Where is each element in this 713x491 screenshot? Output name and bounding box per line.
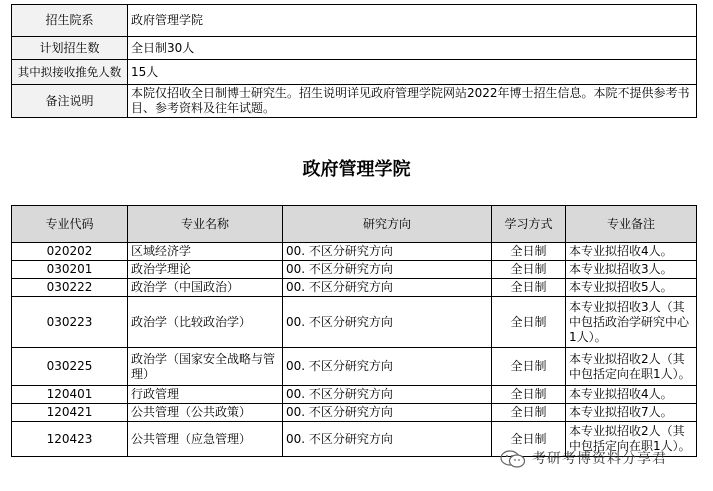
- major-code: 120401: [12, 386, 128, 404]
- research-direction: 00. 不区分研究方向: [283, 243, 492, 261]
- research-direction: 00. 不区分研究方向: [283, 279, 492, 297]
- column-header-code: 专业代码: [12, 206, 128, 243]
- info-label: 其中拟接收推免人数: [12, 60, 128, 85]
- majors-header-row: [12, 206, 697, 243]
- table-row: [12, 386, 697, 404]
- study-mode: 全日制: [492, 386, 566, 404]
- research-direction: 00. 不区分研究方向: [283, 297, 492, 348]
- column-header-name: 专业名称: [128, 206, 283, 243]
- major-note: 本专业拟招收5人。: [566, 279, 697, 297]
- study-mode: 全日制: [492, 348, 566, 386]
- info-row: [12, 60, 697, 85]
- major-code: 030223: [12, 297, 128, 348]
- major-name: 政治学（中国政治）: [128, 279, 283, 297]
- major-name: 区域经济学: [128, 243, 283, 261]
- section-title: 政府管理学院: [302, 159, 411, 180]
- major-name: 行政管理: [128, 386, 283, 404]
- major-note: 本专业拟招收3人（其中包括政治学研究中心1人）。: [566, 297, 697, 348]
- major-name: 政治学（国家安全战略与管理）: [128, 348, 283, 386]
- info-value: 全日制30人: [128, 37, 697, 60]
- info-label: 计划招生数: [12, 37, 128, 60]
- table-row: [12, 243, 697, 261]
- table-row: [12, 261, 697, 279]
- info-label: 招生院系: [12, 5, 128, 37]
- study-mode: 全日制: [492, 404, 566, 422]
- major-note: 本专业拟招收7人。: [566, 404, 697, 422]
- table-row: [12, 348, 697, 386]
- info-row: [12, 85, 697, 118]
- info-row: [12, 37, 697, 60]
- research-direction: 00. 不区分研究方向: [283, 422, 492, 457]
- column-header-mode: 学习方式: [492, 206, 566, 243]
- table-row: [12, 404, 697, 422]
- column-header-note: 专业备注: [566, 206, 697, 243]
- major-code: 030225: [12, 348, 128, 386]
- research-direction: 00. 不区分研究方向: [283, 386, 492, 404]
- majors-body: [12, 243, 697, 457]
- research-direction: 00. 不区分研究方向: [283, 404, 492, 422]
- major-name: 公共管理（公共政策）: [128, 404, 283, 422]
- research-direction: 00. 不区分研究方向: [283, 348, 492, 386]
- major-name: 政治学理论: [128, 261, 283, 279]
- column-header-direction: 研究方向: [283, 206, 492, 243]
- study-mode: 全日制: [492, 279, 566, 297]
- info-row: [12, 5, 697, 37]
- info-label: 备注说明: [12, 85, 128, 118]
- info-table: [11, 4, 697, 118]
- major-note: 本专业拟招收4人。: [566, 243, 697, 261]
- major-code: 030201: [12, 261, 128, 279]
- major-note: 本专业拟招收4人。: [566, 386, 697, 404]
- info-value: 政府管理学院: [128, 5, 697, 37]
- watermark: [500, 448, 667, 468]
- watermark-text: 考研考博资料分享君: [532, 451, 667, 467]
- major-name: 政治学（比较政治学）: [128, 297, 283, 348]
- info-value: 本院仅招收全日制博士研究生。招生说明详见政府管理学院网站2022年博士招生信息。本院不提供参考书目、参考资料及往年试题。: [128, 85, 697, 118]
- major-code: 020202: [12, 243, 128, 261]
- major-code: 120421: [12, 404, 128, 422]
- majors-table: [11, 205, 697, 457]
- major-name: 公共管理（应急管理）: [128, 422, 283, 457]
- major-note: 本专业拟招收2人（其中包括定向在职1人）。: [566, 348, 697, 386]
- major-note: 本专业拟招收3人。: [566, 261, 697, 279]
- table-row: [12, 297, 697, 348]
- info-value: 15人: [128, 60, 697, 85]
- study-mode: 全日制: [492, 297, 566, 348]
- major-code: 030222: [12, 279, 128, 297]
- research-direction: 00. 不区分研究方向: [283, 261, 492, 279]
- study-mode: 全日制: [492, 422, 566, 457]
- major-code: 120423: [12, 422, 128, 457]
- study-mode: 全日制: [492, 261, 566, 279]
- major-note: 本专业拟招收2人（其中包括定向在职1人）。: [566, 422, 697, 457]
- table-row: [12, 279, 697, 297]
- study-mode: 全日制: [492, 243, 566, 261]
- wechat-icon: [500, 450, 526, 468]
